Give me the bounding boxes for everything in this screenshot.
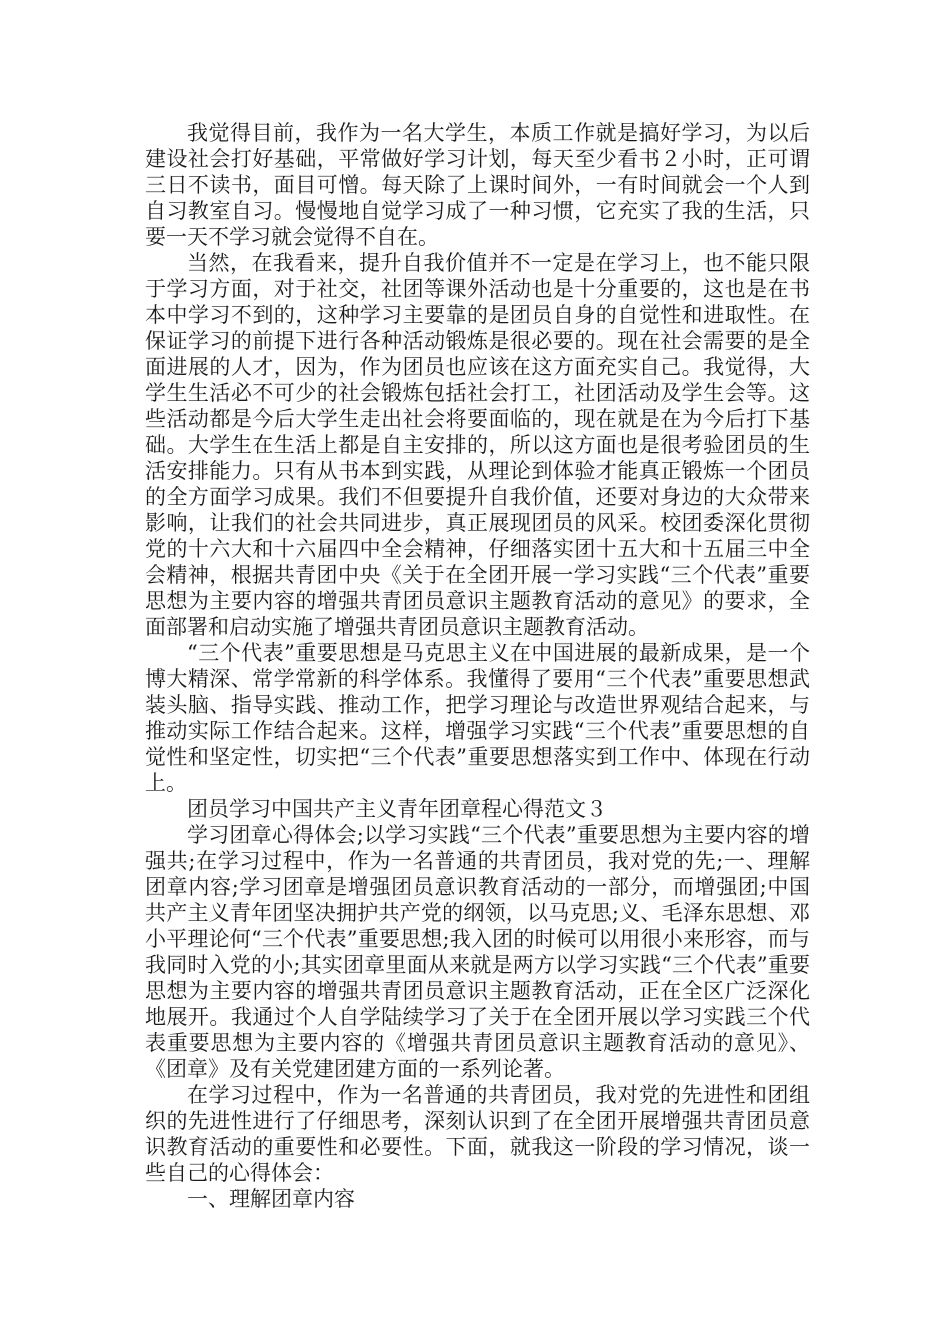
paragraph-three-represents: “三个代表”重要思想是马克思主义在中国进展的最新成果，是一个博大精深、常学常新的科学体系。我懂得了要用“三个代表”重要思想武装头脑、指导实践、推动工作，把学习理论与改造世界观结合起来，与推动实际工作结合起来。这样，增强学习实践“三个代表”重要思想的自觉性和坚定性，切实把“三个代表”重要思想落实到工作中、体现在行动上。 [145,641,810,795]
paragraph-study-plan: 我觉得目前，我作为一名大学生，本质工作就是搞好学习，为以后建设社会打好基础，平常做好学习计划，每天至少看书２小时，正可谓三日不读书，面目可憎。每天除了上课时间外，一有时间就会一个人到自习教室自习。慢慢地自觉学习成了一种习惯，它充实了我的生活，只要一天不学习就会觉得不自在。 [145,121,810,249]
document-page [145,120,810,1212]
paragraph-reflection: 在学习过程中，作为一名普通的共青团员，我对党的先进性和团组织的先进性进行了仔细思考，深刻认识到了在全团开展增强共青团员意识教育活动的重要性和必要性。下面，就我这一阶段的学习情况，谈一些自己的心得体会： [145,1083,810,1185]
paragraph-charter-study: 学习团章心得体会;以学习实践“三个代表”重要思想为主要内容的增强共;在学习过程中，作为一名普通的共青团员，我对党的先;一、理解团章内容;学习团章是增强团员意识教育活动的一部分，而增强团;中国共产主义青年团坚决拥护共产党的纲领，以马克思;义、毛泽东思想、邓小平理论何“三个代表”重要思想;我入团的时候可以用很小来形容，而与我同时入党的小;其实团章里面从来就是两方以学习实践“三个代表”重要思想为主要内容的增强共青团员意识主题教育活动，正在全区广泛深化地展开。我通过个人自学陆续学习了关于在全团开展以学习实践三个代表重要思想为主要内容的《增强共青团员意识主题教育活动的意见》、《团章》及有关党建团建方面的一系列论著。 [145,823,810,1081]
paragraph-self-value: 当然，在我看来，提升自我价值并不一定是在学习上，也不能只限于学习方面，对于社交，社团等课外活动也是十分重要的，这也是在书本中学习不到的，这种学习主要靠的是团员自身的自觉性和进取性。在保证学习的前提下进行各种活动锻炼是很必要的。现在社会需要的是全面进展的人才，因为，作为团员也应该在这方面充实自己。我觉得，大学生生活必不可少的社会锻炼包括社会打工，社团活动及学生会等。这些活动都是今后大学生走出社会将要面临的，现在就是在为今后打下基础。大学生在生活上都是自主安排的，所以这方面也是很考验团员的生活安排能力。只有从书本到实践，从理论到体验才能真正锻炼一个团员的全方面学习成果。我们不但要提升自我价值，还要对身边的大众带来影响，让我们的社会共同进步，真正展现团员的风采。校团委深化贯彻党的十六大和十六届四中全会精神，仔细落实团十五大和十五届三中全会精神，根据共青团中央《关于在全团开展一学习实践“三个代表”重要思想为主要内容的增强共青团员意识主题教育活动的意见》的要求，全面部署和启动实施了增强共青团员意识主题教育活动。 [145,251,810,639]
section-title: 团员学习中国共产主义青年团章程心得范文３ [187,797,607,821]
subsection-title: 一、理解团章内容 [187,1187,355,1211]
